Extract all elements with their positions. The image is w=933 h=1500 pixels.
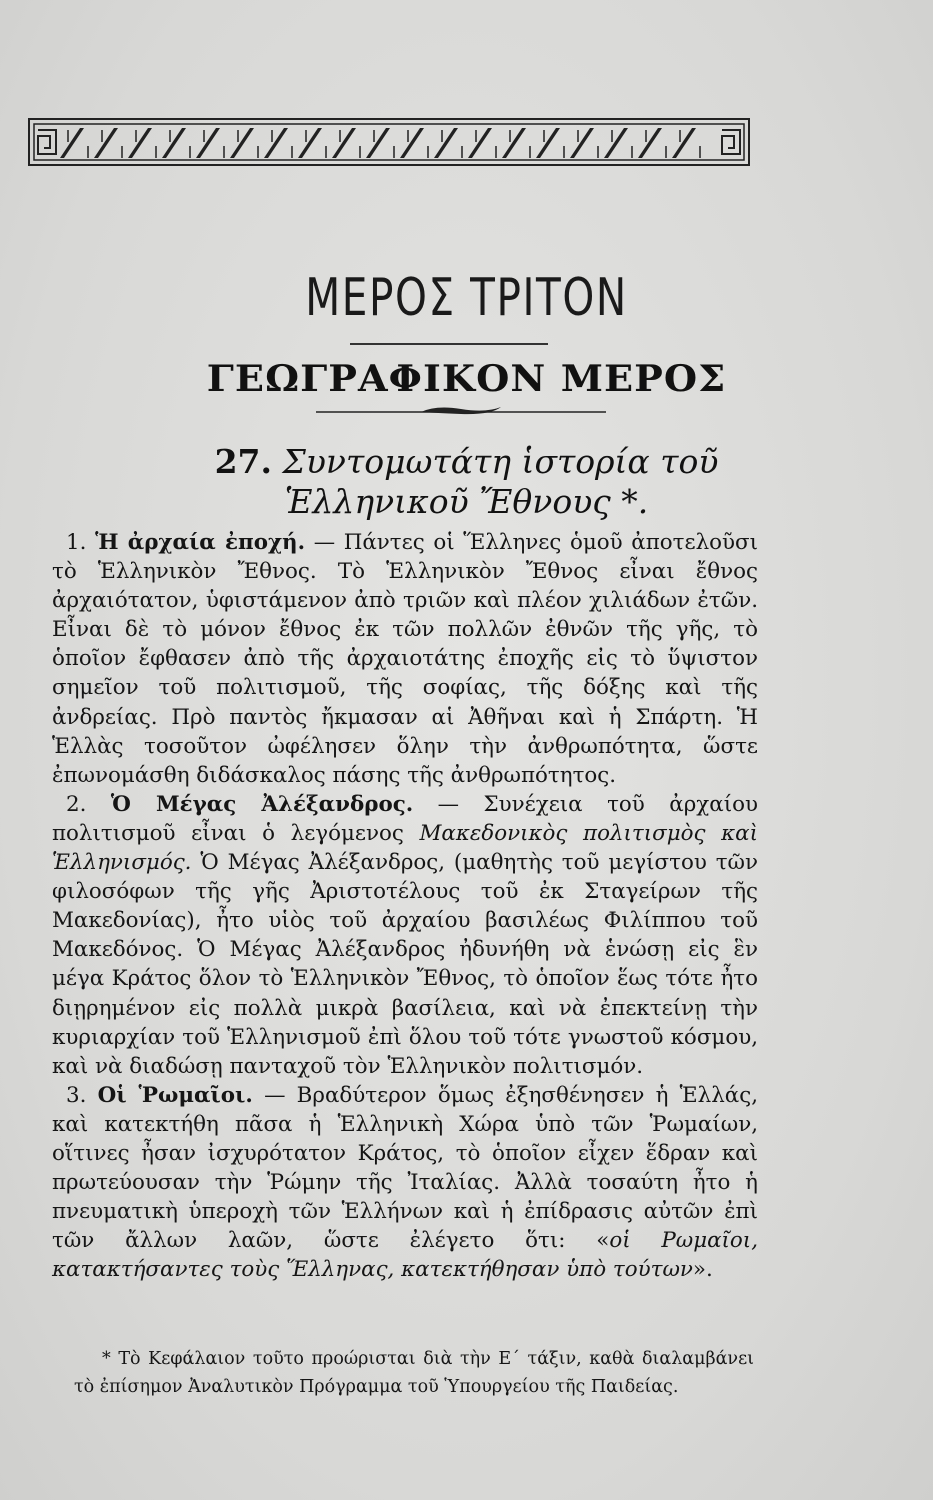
paragraph-text: — Συνέχεια τοῦ ἀρχαίου πολιτισμοῦ εἶναι ὁ λεγόμενος	[52, 791, 758, 846]
paragraph-text: — Βραδύτερον ὅμως ἐξησθένησεν ἡ Ἑλλάς, καὶ κατεκτήθη πᾶσα ἡ Ἑλληνικὴ Χώρα ὑπὸ τῶν Ῥωμαίων, οἵτινες ἦσαν ἰσχυρότατον Κράτος, τὸ ὁποῖον εἶχεν ἕδραν καὶ πρωτεύουσαν τὴν Ῥώμην τῆς Ἰταλίας. Ἀλλὰ τοσαύτη ἦτο ἡ πνευματικὴ ὑπεροχὴ τῶν Ἑλλήνων καὶ ἡ ἐπίδρασις αὐτῶν ἐπὶ τῶν ἄλλων λαῶν, ὥστε ἐλέγετο ὅτι: «	[52, 1082, 758, 1254]
paragraph-heading: Οἱ Ῥωμαῖοι.	[97, 1082, 253, 1108]
paragraph-italic: οἱ Ρωμαῖοι, κατακτήσαντες τοὺς Ἕλληνας, κατεκτήθησαν ὑπὸ τούτων	[52, 1228, 758, 1283]
chapter-title-line1	[0, 442, 933, 481]
paragraph-2	[52, 790, 758, 1081]
part-title: ΜΕΡΟΣ ΤΡΙΤΟΝ	[305, 268, 628, 328]
paragraph-heading: Ἡ ἀρχαία ἐποχή.	[95, 530, 306, 555]
chapter-title-text-1: Συντομωτάτη ἱστορία τοῦ	[282, 442, 719, 481]
paragraph-text: ».	[692, 1257, 713, 1283]
footnote-text: * Τὸ Κεφάλαιον τοῦτο προώρισται διὰ τὴν Ε΄ τάξιν, καθὰ διαλαμβάνει τὸ ἐπίσημον Ἀναλυτικὸν Πρόγραμμα τοῦ Ὑπουργείου τῆς Παιδείας.	[74, 1349, 754, 1397]
divider-ornament	[316, 403, 606, 421]
title-rule	[350, 343, 548, 345]
paragraph-heading: Ὁ Μέγας Ἀλέξανδρος.	[110, 791, 414, 817]
paragraph-text: Ὁ Μέγας Ἀλέξανδρος, (μαθητὴς τοῦ μεγίστου τῶν φιλοσόφων τῆς γῆς Ἀριστοτέλους τοῦ ἐκ Σταγείρων τῆς Μακεδονίας), ἦτο υἱὸς τοῦ ἀρχαίου βασιλέως Φιλίππου τοῦ Μακεδόνος. Ὁ Μέγας Ἀλέξανδρος ἠδυνήθη νὰ ἑνώσῃ εἰς ἓν μέγα Κράτος ὅλον τὸ Ἑλληνικὸν Ἔθνος, τὸ ὁποῖον ἕως τότε ἦτο διῃρημένον εἰς πολλὰ μικρὰ βασίλεια, καὶ νὰ ἐπεκτείνῃ τὴν κυριαρχίαν τοῦ Ἑλληνισμοῦ ἐπὶ ὅλου τοῦ τότε γνωστοῦ κόσμου, καὶ νὰ διαδώσῃ πανταχοῦ τὸν Ἑλληνικὸν πολιτισμόν.	[52, 850, 758, 1079]
paragraph-1	[52, 528, 758, 790]
paragraph-italic: Μακεδονικὸς πολιτισμὸς καὶ Ἑλληνισμός.	[52, 820, 759, 876]
footnote	[74, 1345, 754, 1401]
chapter-number: 27.	[214, 442, 273, 481]
paragraph-text: — Πάντες οἱ Ἕλληνες ὁμοῦ ἀποτελοῦσι τὸ Ἑλληνικὸν Ἔθνος. Τὸ Ἑλληνικὸν Ἔθνος εἶναι ἔθνος ἀρχαιότατον, ὑφιστάμενον ἀπὸ τριῶν καὶ πλέον χιλιάδων ἐτῶν. Εἶναι δὲ τὸ μόνον ἔθνος ἐκ τῶν πολλῶν ἐθνῶν τῆς γῆς, τὸ ὁποῖον ἔφθασεν ἀπὸ τῆς ἀρχαιοτάτης ἐποχῆς εἰς τὸ ὕψιστον σημεῖον τοῦ πολιτισμοῦ, τῆς σοφίας, τῆς δόξης καὶ τῆς ἀνδρείας. Πρὸ παντὸς ἤκμασαν αἱ Ἀθῆναι καὶ ἡ Σπάρτη. Ἡ Ἑλλὰς τοσοῦτον ὠφέλησεν ὅλην τὴν ἀνθρωπότητα, ὥστε ἐπωνομάσθη διδάσκαλος πάσης τῆς ἀνθρωπότητος.	[52, 530, 758, 788]
paragraph-number: 1.	[66, 530, 87, 555]
paragraph-number: 2.	[66, 791, 87, 817]
chapter-title-line2: Ἑλληνικοῦ Ἔθνους *.	[284, 482, 649, 521]
paragraph-3	[52, 1081, 758, 1285]
meander-border-ornament	[28, 118, 750, 166]
paragraph-number: 3.	[66, 1082, 87, 1108]
body-text	[52, 528, 758, 1284]
section-title: ΓΕΩΓΡΑΦΙΚΟΝ ΜΕΡΟΣ	[206, 358, 727, 400]
